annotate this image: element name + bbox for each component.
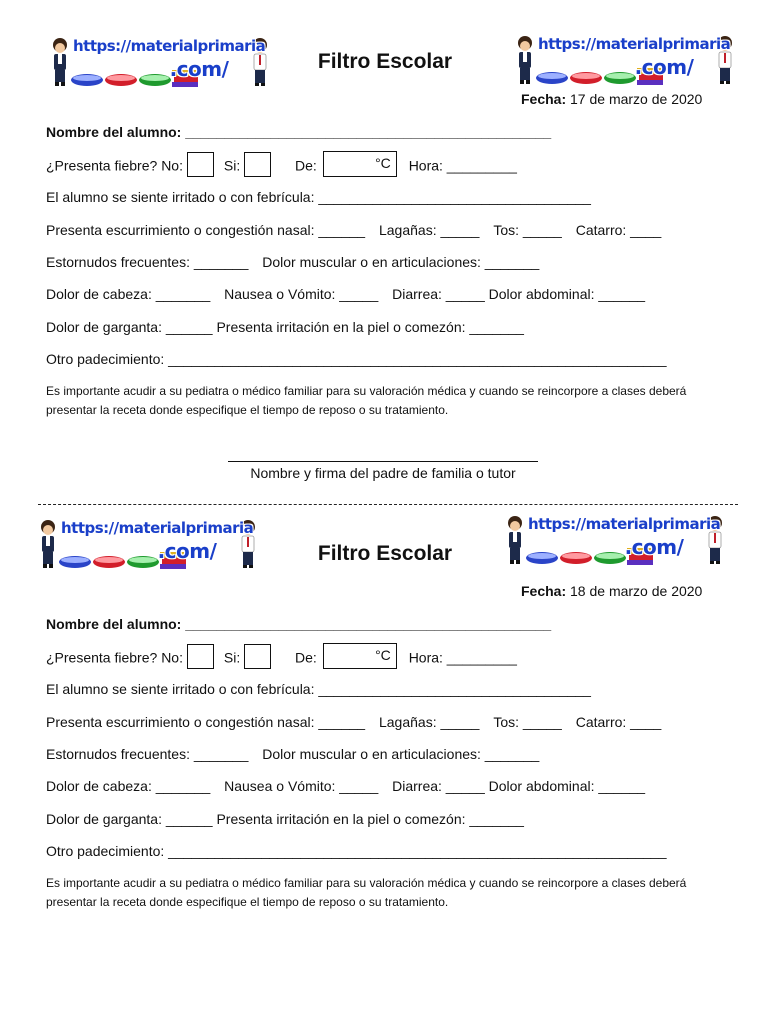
- logo-line-1: https://materialprimaria: [61, 519, 254, 537]
- no-label: No:: [161, 157, 183, 174]
- signature-label: Nombre y firma del padre de familia o tutor: [250, 465, 516, 481]
- irritated-field[interactable]: El alumno se siente irritado o con febrícula: ___________________________________: [46, 189, 591, 205]
- hour-field[interactable]: Hora: _________: [408, 157, 517, 174]
- sneeze-row: [46, 254, 539, 270]
- other-condition-field[interactable]: Otro padecimiento: ________________________________________________________________: [46, 351, 667, 367]
- laganas-field[interactable]: Lagañas: _____: [378, 714, 480, 730]
- sneezing-field[interactable]: Estornudos frecuentes: _______: [46, 746, 249, 762]
- temperature-label: De:: [295, 649, 317, 666]
- nasal-row: [46, 714, 661, 730]
- cough-field[interactable]: Tos: _____: [493, 222, 562, 238]
- fever-label: ¿Presenta fiebre?: [46, 157, 158, 174]
- nausea-field[interactable]: Nausea o Vómito: _____: [224, 286, 379, 302]
- temperature-label: De:: [295, 157, 317, 174]
- site-logo: [38, 518, 263, 578]
- diarrhea-field[interactable]: Diarrea: _____: [392, 286, 485, 302]
- nasal-congestion-field[interactable]: Presenta escurrimiento o congestión nasal: ______: [46, 714, 366, 730]
- date-line: [521, 583, 702, 599]
- logo-line-1: https://materialprimaria: [73, 37, 266, 55]
- no-label: No:: [161, 649, 183, 666]
- fever-row: [46, 157, 517, 177]
- si-label: Si:: [223, 649, 241, 666]
- nausea-field[interactable]: Nausea o Vómito: _____: [224, 778, 379, 794]
- logo-line-1: https://materialprimaria: [538, 35, 731, 53]
- fever-no-checkbox[interactable]: [187, 152, 214, 177]
- logo-text: [61, 519, 254, 563]
- catarrh-field[interactable]: Catarro: ____: [575, 714, 662, 730]
- temperature-field[interactable]: °C: [323, 643, 397, 669]
- skin-irritation-field[interactable]: Presenta irritación en la piel o comezón: _______: [216, 319, 524, 335]
- form-title: Filtro Escolar: [317, 542, 453, 565]
- nasal-row: [46, 222, 661, 238]
- irritated-field[interactable]: El alumno se siente irritado o con febrícula: ___________________________________: [46, 681, 591, 697]
- fever-row: [46, 649, 517, 669]
- pain-row: [46, 778, 645, 794]
- fever-label: ¿Presenta fiebre?: [46, 649, 158, 666]
- temperature-field[interactable]: °C: [323, 151, 397, 177]
- important-note: Es importante acudir a su pediatra o médico familiar para su valoración médica y cuando se reincorpore a clases deberá presentar la receta donde especifique el tiempo de reposo o su tratamiento.: [46, 876, 687, 909]
- logo-line-2: .com/: [157, 539, 217, 563]
- hour-field[interactable]: Hora: _________: [408, 649, 517, 666]
- date-value: 17 de marzo de 2020: [570, 91, 703, 107]
- fever-si-checkbox[interactable]: [244, 644, 271, 669]
- form-title: Filtro Escolar: [317, 50, 453, 73]
- signature-line[interactable]: [228, 461, 538, 462]
- logo-line-2: .com/: [634, 55, 694, 79]
- logo-line-2: .com/: [624, 535, 684, 559]
- school-filter-form-1: [0, 0, 768, 460]
- other-condition-field[interactable]: Otro padecimiento: ________________________________________________________________: [46, 843, 667, 859]
- logo-text: [538, 35, 731, 79]
- sore-throat-field[interactable]: Dolor de garganta: ______: [46, 811, 213, 827]
- logo-line-1: https://materialprimaria: [528, 515, 721, 533]
- date-value: 18 de marzo de 2020: [570, 583, 703, 599]
- catarrh-field[interactable]: Catarro: ____: [575, 222, 662, 238]
- nasal-congestion-field[interactable]: Presenta escurrimiento o congestión nasal: ______: [46, 222, 366, 238]
- site-logo: [515, 34, 740, 94]
- abdominal-pain-field[interactable]: Dolor abdominal: ______: [488, 778, 646, 794]
- school-filter-form-2: [0, 492, 768, 952]
- date-label: Fecha:: [521, 583, 567, 599]
- student-name-field[interactable]: Nombre del alumno: _______________________________________________: [46, 616, 552, 632]
- headache-field[interactable]: Dolor de cabeza: _______: [46, 778, 211, 794]
- date-line: [521, 91, 702, 107]
- headache-field[interactable]: Dolor de cabeza: _______: [46, 286, 211, 302]
- date-label: Fecha:: [521, 91, 567, 107]
- abdominal-pain-field[interactable]: Dolor abdominal: ______: [488, 286, 646, 302]
- sneeze-row: [46, 746, 539, 762]
- fever-no-checkbox[interactable]: [187, 644, 214, 669]
- logo-text: [528, 515, 721, 559]
- laganas-field[interactable]: Lagañas: _____: [378, 222, 480, 238]
- diarrhea-field[interactable]: Diarrea: _____: [392, 778, 485, 794]
- pain-row: [46, 286, 645, 302]
- muscle-pain-field[interactable]: Dolor muscular o en articulaciones: _______: [262, 254, 540, 270]
- cough-field[interactable]: Tos: _____: [493, 714, 562, 730]
- logo-text: [73, 37, 266, 81]
- sneezing-field[interactable]: Estornudos frecuentes: _______: [46, 254, 249, 270]
- student-name-field[interactable]: Nombre del alumno: _______________________________________________: [46, 124, 552, 140]
- fever-si-checkbox[interactable]: [244, 152, 271, 177]
- logo-line-2: .com/: [169, 57, 229, 81]
- skin-irritation-field[interactable]: Presenta irritación en la piel o comezón: _______: [216, 811, 524, 827]
- si-label: Si:: [223, 157, 241, 174]
- throat-row: [46, 319, 524, 335]
- important-note: Es importante acudir a su pediatra o médico familiar para su valoración médica y cuando se reincorpore a clases deberá presentar la receta donde especifique el tiempo de reposo o su tratamiento.: [46, 384, 687, 417]
- site-logo: [50, 36, 275, 96]
- site-logo: [505, 514, 730, 574]
- throat-row: [46, 811, 524, 827]
- sore-throat-field[interactable]: Dolor de garganta: ______: [46, 319, 213, 335]
- muscle-pain-field[interactable]: Dolor muscular o en articulaciones: _______: [262, 746, 540, 762]
